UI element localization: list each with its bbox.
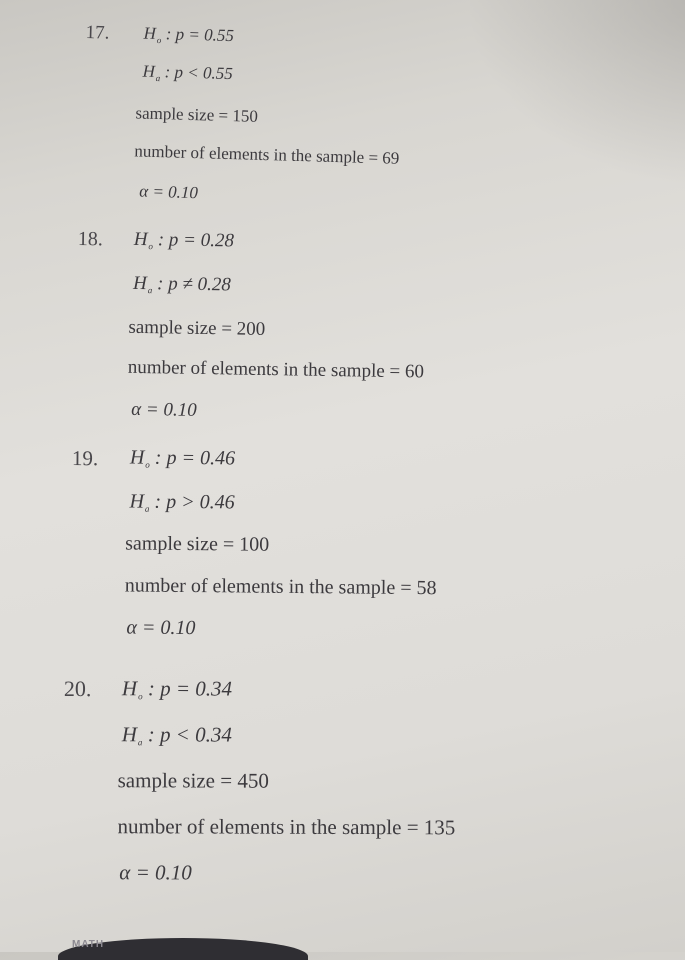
- alt-symbol: H: [142, 61, 156, 81]
- null-hypothesis: [122, 676, 232, 701]
- null-hypothesis: [130, 447, 235, 471]
- null-hypothesis: [134, 229, 234, 253]
- problem-number: 19.: [71, 446, 99, 471]
- alternative-hypothesis: [122, 722, 232, 747]
- alternative-hypothesis: [142, 62, 233, 86]
- null-symbol: H: [143, 23, 157, 43]
- sample-size: sample size = 150: [135, 103, 259, 126]
- null-symbol: H: [121, 676, 138, 701]
- problem-number: 18.: [77, 228, 103, 251]
- null-hypothesis: [143, 24, 234, 48]
- significance-level: α = 0.10: [130, 398, 197, 421]
- alt-subscript: a: [144, 503, 150, 514]
- alt-symbol: H: [121, 722, 138, 747]
- null-relation: : p = 0.46: [154, 446, 236, 470]
- null-subscript: o: [138, 691, 143, 702]
- alt-relation: : p > 0.46: [154, 490, 235, 514]
- sample-size: sample size = 450: [117, 768, 269, 793]
- sample-size: sample size = 100: [125, 532, 270, 556]
- alt-subscript: a: [137, 737, 143, 748]
- null-relation: : p = 0.34: [147, 676, 233, 701]
- page-shadow: [465, 0, 685, 190]
- null-subscript: o: [145, 459, 150, 470]
- null-relation: : p = 0.55: [165, 24, 235, 46]
- footer-band: [58, 938, 308, 960]
- null-relation: : p = 0.28: [157, 229, 235, 252]
- alternative-hypothesis: [133, 273, 231, 297]
- alt-subscript: a: [155, 72, 161, 84]
- alt-relation: : p < 0.34: [147, 722, 232, 747]
- alt-relation: : p < 0.55: [164, 62, 234, 84]
- alternative-hypothesis: [129, 491, 234, 515]
- significance-level: α = 0.10: [119, 860, 192, 885]
- problem-number: 17.: [85, 22, 110, 44]
- alt-symbol: H: [132, 272, 148, 295]
- elements-in-sample: number of elements in the sample = 60: [127, 356, 425, 383]
- elements-in-sample: number of elements in the sample = 69: [134, 141, 400, 168]
- elements-in-sample: number of elements in the sample = 135: [117, 814, 456, 840]
- elements-in-sample: number of elements in the sample = 58: [124, 574, 437, 600]
- significance-level: α = 0.10: [139, 181, 199, 203]
- significance-level: α = 0.10: [126, 616, 196, 640]
- alt-symbol: H: [129, 490, 145, 513]
- alt-relation: : p ≠ 0.28: [156, 273, 232, 296]
- null-subscript: o: [156, 34, 162, 46]
- footer-label: MATH: [72, 939, 105, 950]
- problem-number: 20.: [63, 676, 92, 702]
- null-symbol: H: [133, 228, 148, 251]
- sample-size: sample size = 200: [128, 316, 266, 340]
- null-subscript: o: [148, 241, 154, 252]
- alt-subscript: a: [147, 285, 153, 296]
- null-symbol: H: [129, 446, 145, 469]
